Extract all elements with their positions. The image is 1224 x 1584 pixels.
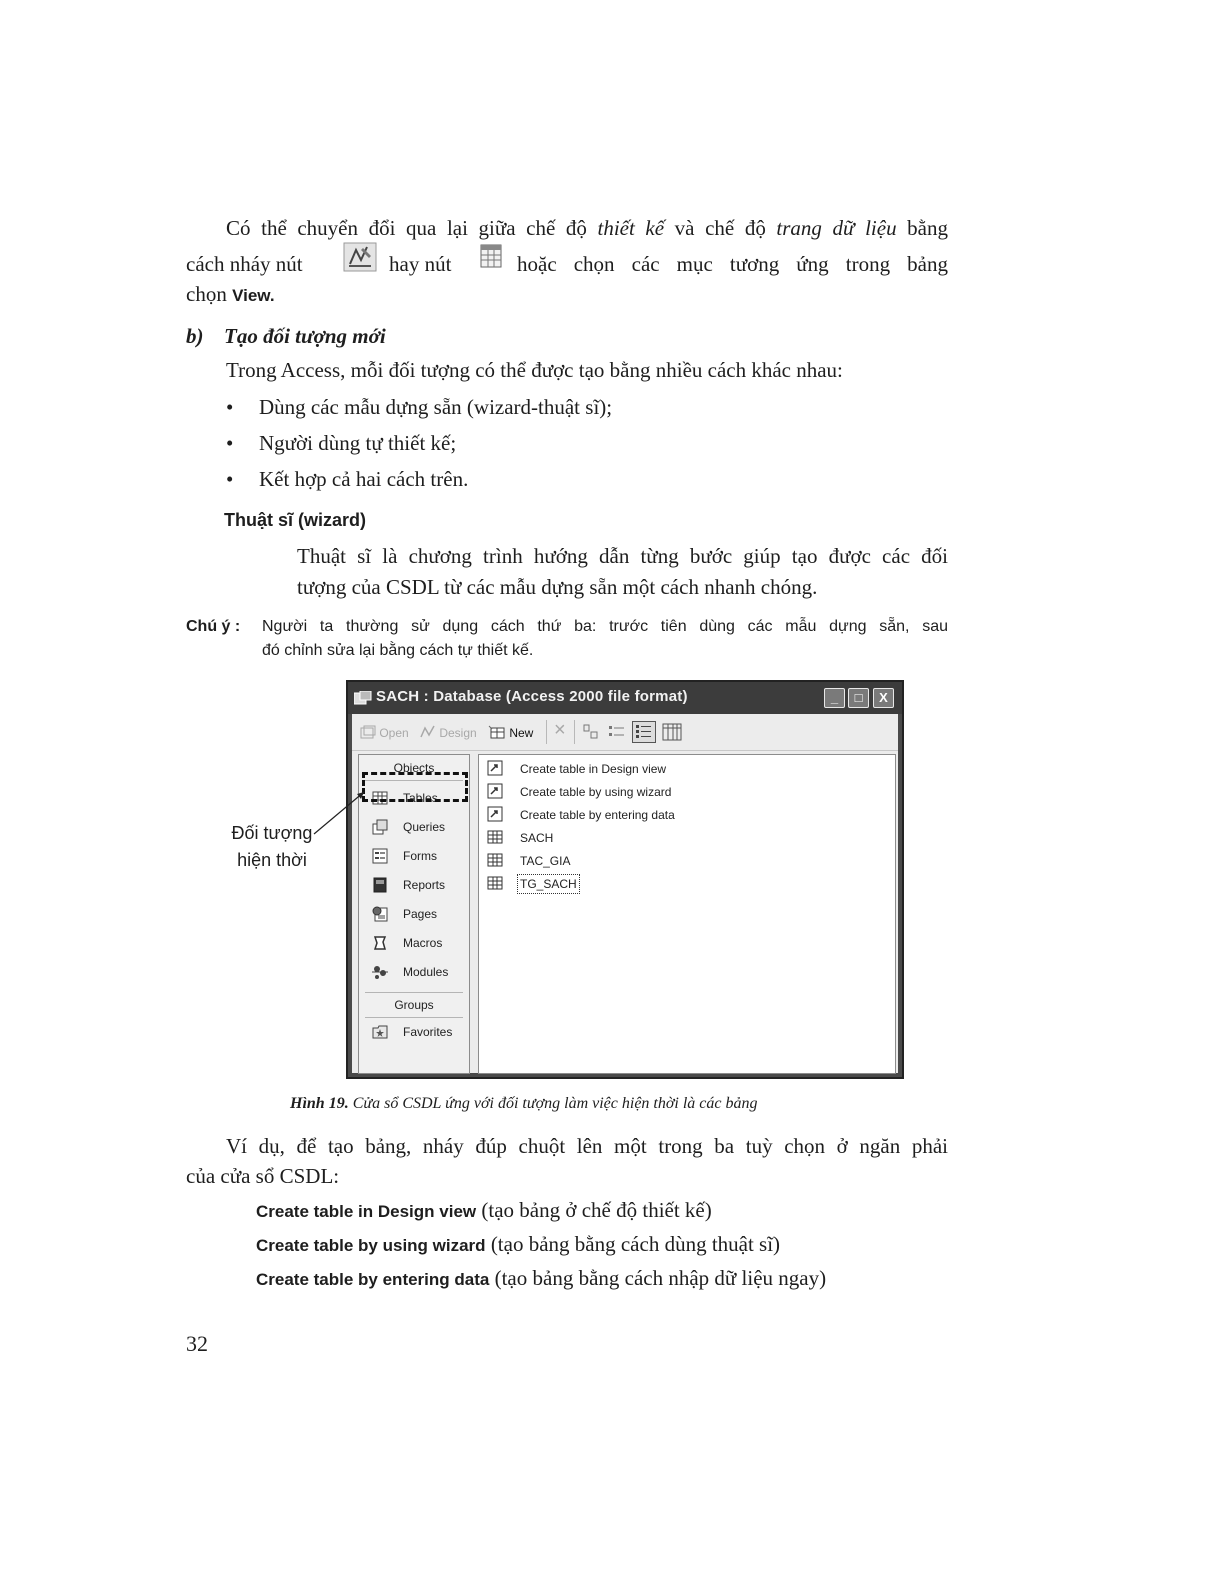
section-b-heading: b) Tạo đối tượng mới [186,324,386,348]
list-icon [635,724,653,740]
para1-line2: cách nháy nút hay nút hoặc chọn các mục tương ứng trong bảng [186,246,948,282]
open-button[interactable]: Open [360,725,409,740]
module-icon [371,963,389,981]
large-icons-button[interactable] [582,724,600,743]
small-icons-button[interactable] [608,724,626,743]
page-number: 32 [186,1331,208,1356]
para1-line1: Có thể chuyển đổi qua lại giữa chế độ thiết kế và chế độ trang dữ liệu bằng [226,216,948,240]
wizard-line2: tượng của CSDL từ các mẫu dựng sẵn một cách nhanh chóng. [297,575,818,599]
bullet-item: • Người dùng tự thiết kế; [226,431,457,455]
toolbar-separator [574,720,575,744]
objects-header: Objects [393,761,435,775]
small-icons-icon [608,724,626,740]
wizard-line1: Thuật sĩ là chương trình hướng dẫn từng bước giúp tạo được các đối [297,544,948,568]
divider [365,1017,463,1018]
object-tables[interactable]: Tables [359,787,469,811]
maximize-button[interactable]: □ [848,688,869,708]
window-client [352,714,898,1073]
note-line2: đó chỉnh sửa lại bằng cách tự thiết kế. [262,642,534,659]
new-icon [488,725,506,739]
design-button[interactable]: Design [420,725,477,740]
design-view-icon [343,242,377,283]
example-line2: của cửa sổ CSDL: [186,1164,340,1188]
table-icon [487,852,503,868]
menu-view: View. [232,286,275,305]
figure-caption: Hình 19. Cửa sổ CSDL ứng với đối tượng làm việc hiện thời là các bảng [290,1095,758,1112]
example-line1: Ví dụ, để tạo bảng, nháy đúp chuột lên một trong ba tuỳ chọn ở ngăn phải [226,1134,948,1158]
term-design: thiết kế [597,216,665,240]
object-queries[interactable]: Queries [359,816,469,840]
object-modules[interactable]: Modules [359,961,469,985]
objects-list: Create table in Design view Create table by using wizard Create table by entering data SACH TAC_GIA TG_SACH [478,754,896,1074]
section-b-intro: Trong Access, mỗi đối tượng có thể được tạo bằng nhiều cách khác nhau: [226,358,843,382]
database-window [346,680,904,1079]
object-macros[interactable]: Macros [359,932,469,956]
details-view-button[interactable] [662,723,682,744]
table-icon [487,875,503,891]
table-icon [487,829,503,845]
page-icon [371,905,389,923]
object-reports[interactable]: Reports [359,874,469,898]
close-button[interactable]: X [873,688,894,708]
shortcut-icon [487,783,503,799]
note-line1: Người ta thường sử dụng cách thứ ba: trước tiên dùng các mẫu dựng sẵn, sau [262,618,948,635]
large-icons-icon [582,724,600,740]
design-icon [420,725,436,739]
shortcut-icon [487,760,503,776]
report-icon [371,876,389,894]
list-view-button[interactable] [632,721,656,743]
window-title: SACH : Database (Access 2000 file format) [376,688,688,705]
note-label: Chú ý : [186,618,241,635]
term-datasheet: trang dữ liệu [776,216,897,240]
callout-label: Đối tượng hiện thời [231,823,313,870]
option-line: Create table by entering data (tạo bảng bằng cách nhập dữ liệu ngay) [256,1266,827,1290]
groups-header: Groups [394,998,434,1012]
para1-line3: chọn View. [186,282,275,306]
bullet-item: • Kết hợp cả hai cách trên. [226,467,469,491]
datasheet-view-icon [480,243,502,279]
details-icon [662,723,682,741]
option-line: Create table by using wizard (tạo bảng bằng cách dùng thuật sĩ) [256,1232,781,1256]
macro-icon [371,934,389,952]
shortcut-icon [487,806,503,822]
object-forms[interactable]: Forms [359,845,469,869]
toolbar-separator [546,720,547,744]
database-icon [354,691,372,710]
favorites-icon [371,1023,389,1041]
minimize-button[interactable]: _ [824,688,845,708]
new-button[interactable]: New [488,725,533,740]
wizard-heading: Thuật sĩ (wizard) [224,510,367,530]
form-icon [371,847,389,865]
bullet-symbol: • [226,467,234,491]
bullet-symbol: • [226,395,234,419]
window-titlebar[interactable] [348,682,902,714]
toolbar [352,714,898,751]
option-line: Create table in Design view (tạo bảng ở chế độ thiết kế) [256,1198,712,1222]
bullet-item: • Dùng các mẫu dựng sẵn (wizard-thuật sĩ); [226,395,613,419]
open-icon [360,725,376,739]
bullet-symbol: • [226,431,234,455]
delete-button[interactable]: × [554,719,566,741]
object-pages[interactable]: Pages [359,903,469,927]
group-favorites[interactable]: Favorites [359,1021,469,1045]
divider [365,992,463,993]
